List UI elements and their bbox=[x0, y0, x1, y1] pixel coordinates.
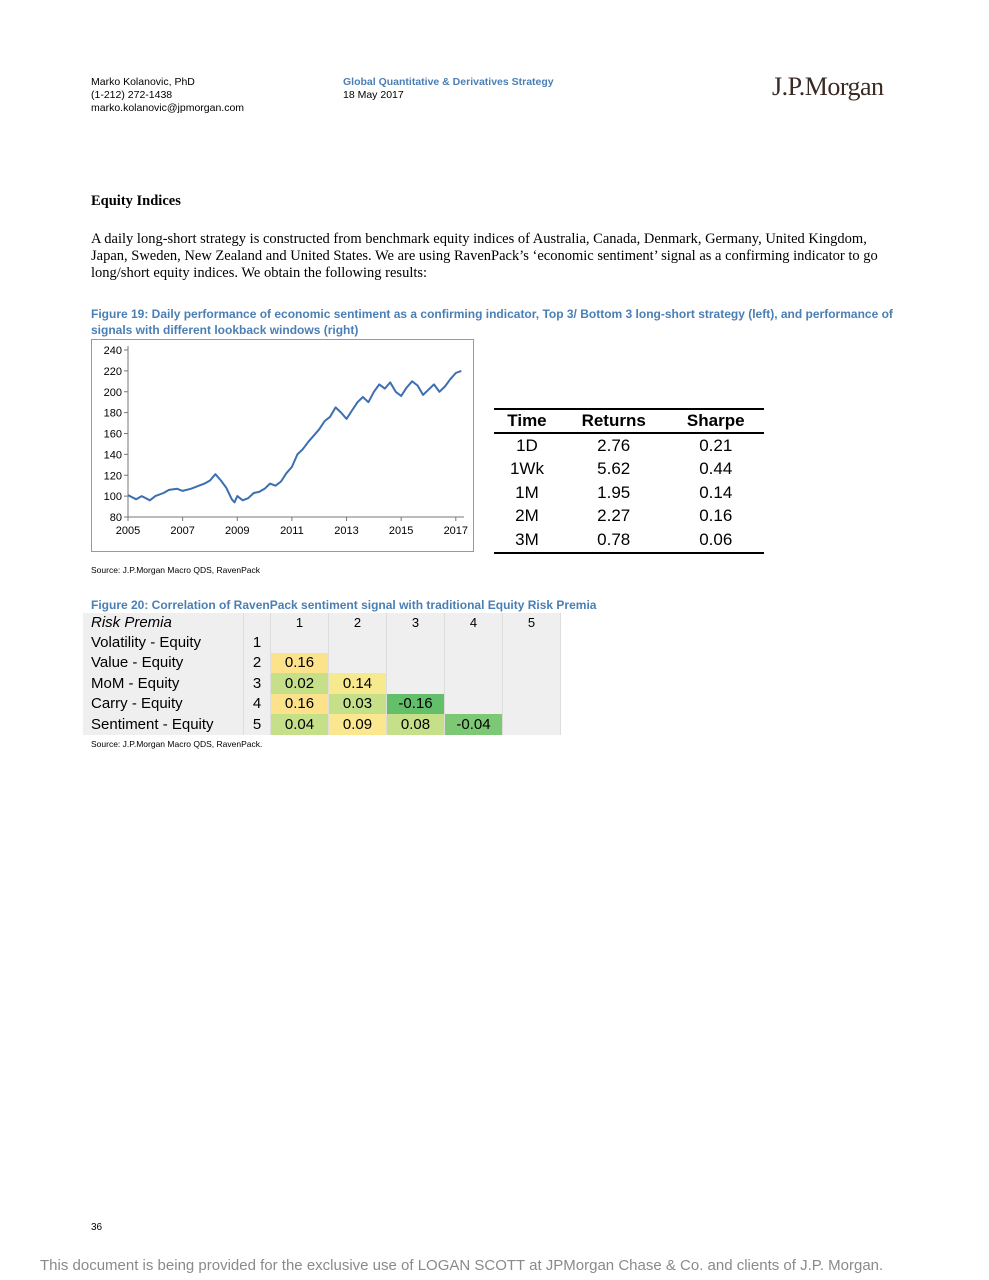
cell-returns: 0.78 bbox=[597, 529, 631, 549]
corr-cell bbox=[503, 632, 561, 653]
correlation-table bbox=[83, 613, 561, 735]
figure19-source: Source: J.P.Morgan Macro QDS, RavenPack bbox=[91, 565, 260, 575]
col-time: Time bbox=[494, 409, 560, 433]
corr-cell: 0.03 bbox=[329, 694, 387, 715]
cell-time: 3M bbox=[515, 529, 539, 549]
table-row bbox=[494, 433, 764, 458]
row-index: 5 bbox=[244, 714, 271, 735]
report-date: 18 May 2017 bbox=[343, 89, 404, 101]
footer-notice: This document is being provided for the exclusive use of LOGAN SCOTT at JPMorgan Chase & Co. and clients of J.P. Morgan. bbox=[40, 1257, 884, 1274]
row-label: MoM - Equity bbox=[83, 673, 244, 694]
cell-sharpe: 0.06 bbox=[699, 529, 733, 549]
col-header: 5 bbox=[503, 613, 561, 632]
corr-cell bbox=[387, 632, 445, 653]
cell-time: 1M bbox=[515, 482, 539, 502]
cell-returns: 2.27 bbox=[597, 506, 631, 526]
table-row bbox=[83, 714, 561, 735]
cell-time: 1Wk bbox=[509, 459, 544, 479]
x-tick-label: 2007 bbox=[170, 525, 195, 537]
corner-cell bbox=[244, 613, 271, 632]
y-tick-label: 80 bbox=[109, 512, 122, 524]
corr-cell: -0.04 bbox=[445, 714, 503, 735]
department: Global Quantitative & Derivatives Strategy bbox=[343, 76, 554, 88]
table-row bbox=[83, 673, 561, 694]
jpmorgan-logo: J.P.Morgan bbox=[772, 72, 884, 101]
corr-cell: 0.16 bbox=[271, 653, 329, 674]
y-tick-label: 240 bbox=[103, 345, 122, 357]
col-sharpe: Sharpe bbox=[667, 409, 764, 433]
y-tick-label: 220 bbox=[103, 365, 122, 378]
table-row bbox=[494, 458, 764, 482]
corr-cell bbox=[271, 632, 329, 653]
x-tick-label: 2013 bbox=[334, 525, 359, 537]
author-block bbox=[91, 76, 244, 115]
x-tick-label: 2015 bbox=[388, 525, 414, 537]
table-row bbox=[83, 632, 561, 653]
x-tick-label: 2017 bbox=[443, 525, 469, 537]
x-tick-label: 2005 bbox=[115, 525, 141, 537]
y-tick-label: 120 bbox=[103, 470, 122, 483]
corr-cell bbox=[329, 632, 387, 653]
corr-cell bbox=[387, 673, 445, 694]
page-number: 36 bbox=[91, 1222, 103, 1233]
corr-cell bbox=[503, 714, 561, 735]
corr-cell: 0.04 bbox=[271, 714, 329, 735]
cell-returns: 2.76 bbox=[597, 435, 631, 455]
cell-time: 1D bbox=[516, 435, 538, 455]
section-title: Equity Indices bbox=[91, 193, 181, 209]
y-tick-label: 200 bbox=[103, 386, 122, 399]
risk-premia-header: Risk Premia bbox=[83, 613, 244, 632]
report-info bbox=[343, 76, 554, 102]
cell-sharpe: 0.44 bbox=[699, 459, 733, 479]
corr-cell: -0.16 bbox=[387, 694, 445, 715]
corr-cell bbox=[387, 653, 445, 674]
cell-returns: 1.95 bbox=[597, 482, 631, 502]
table-row bbox=[494, 505, 764, 529]
col-returns: Returns bbox=[560, 409, 668, 433]
corr-cell bbox=[445, 673, 503, 694]
corr-cell bbox=[445, 694, 503, 715]
table-row bbox=[494, 528, 764, 553]
cell-returns: 5.62 bbox=[597, 459, 631, 479]
figure19-caption: Figure 19: Daily performance of economic sentiment as a confirming indicator, Top 3/ Bottom 3 long-short strategy (left), and performance of signals with different lookback windows (right) bbox=[91, 307, 893, 337]
cell-sharpe: 0.14 bbox=[699, 482, 733, 502]
row-index: 2 bbox=[244, 653, 271, 674]
returns-header-row bbox=[494, 409, 764, 433]
row-index: 3 bbox=[244, 673, 271, 694]
x-tick-label: 2009 bbox=[225, 525, 250, 537]
corr-cell: 0.14 bbox=[329, 673, 387, 694]
author-name: Marko Kolanovic, PhD bbox=[91, 76, 195, 88]
row-label: Carry - Equity bbox=[83, 694, 244, 715]
corr-cell bbox=[445, 632, 503, 653]
y-tick-label: 160 bbox=[103, 428, 122, 441]
table-row bbox=[494, 481, 764, 505]
col-header: 1 bbox=[271, 613, 329, 632]
cell-sharpe: 0.21 bbox=[699, 435, 733, 455]
row-label: Value - Equity bbox=[83, 653, 244, 674]
corr-cell bbox=[329, 653, 387, 674]
figure20-source: Source: J.P.Morgan Macro QDS, RavenPack. bbox=[91, 739, 263, 749]
table-row bbox=[83, 653, 561, 674]
corr-cell: 0.16 bbox=[271, 694, 329, 715]
body-paragraph: A daily long-short strategy is constructed from benchmark equity indices of Australia, Canada, Denmark, Germany, United Kingdom, Japan, Sweden, New Zealand and United States. We are using RavenPack’s ‘economic sentiment’ signal as a confirming indicator to go long/short equity indices. We obtain the following results: bbox=[91, 231, 878, 281]
corr-cell: 0.08 bbox=[387, 714, 445, 735]
corr-cell bbox=[503, 673, 561, 694]
series-line bbox=[128, 371, 461, 503]
author-phone: (1-212) 272-1438 bbox=[91, 89, 173, 101]
col-header: 3 bbox=[387, 613, 445, 632]
correlation-header-row bbox=[83, 613, 561, 632]
col-header: 4 bbox=[445, 613, 503, 632]
y-tick-label: 180 bbox=[103, 407, 122, 420]
figure20-caption: Figure 20: Correlation of RavenPack sentiment signal with traditional Equity Risk Premia bbox=[91, 598, 597, 612]
corr-cell bbox=[445, 653, 503, 674]
corr-cell bbox=[503, 694, 561, 715]
table-row bbox=[83, 694, 561, 715]
x-tick-label: 2011 bbox=[280, 525, 304, 537]
y-tick-label: 100 bbox=[103, 491, 122, 504]
author-email: marko.kolanovic@jpmorgan.com bbox=[91, 102, 245, 114]
corr-cell: 0.09 bbox=[329, 714, 387, 735]
row-label: Sentiment - Equity bbox=[83, 714, 244, 735]
y-tick-label: 140 bbox=[103, 449, 122, 462]
performance-chart bbox=[91, 339, 474, 552]
row-label: Volatility - Equity bbox=[83, 632, 244, 653]
cell-time: 2M bbox=[515, 506, 539, 526]
corr-cell: 0.02 bbox=[271, 673, 329, 694]
row-index: 1 bbox=[244, 632, 271, 653]
col-header: 2 bbox=[329, 613, 387, 632]
returns-table bbox=[494, 408, 764, 554]
chart-svg bbox=[92, 340, 473, 551]
corr-cell bbox=[503, 653, 561, 674]
cell-sharpe: 0.16 bbox=[699, 506, 733, 526]
row-index: 4 bbox=[244, 694, 271, 715]
